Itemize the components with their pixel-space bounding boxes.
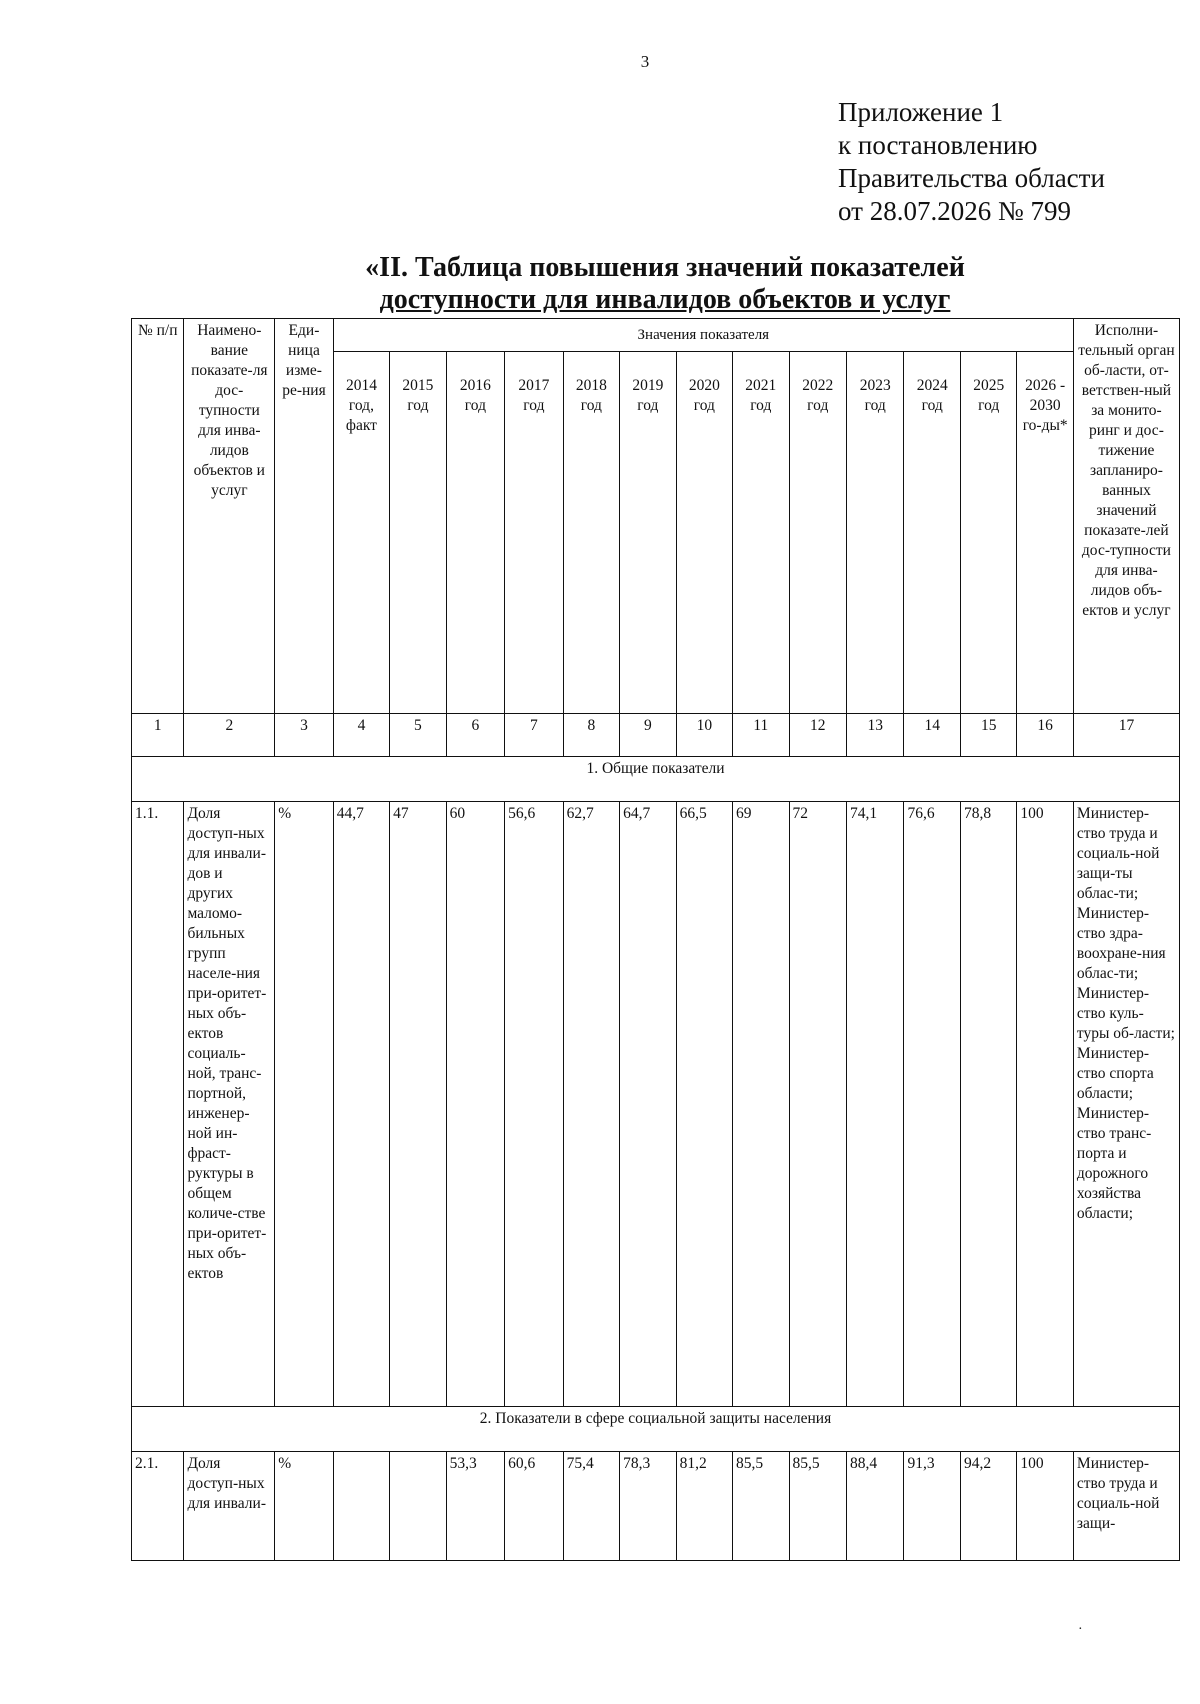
header-year: 2024 год	[904, 352, 960, 714]
header-year: 2019 год	[620, 352, 676, 714]
header-num: № п/п	[132, 319, 184, 714]
header-year: 2020 год	[676, 352, 732, 714]
row-name: Доля доступ-ных для инвали-дов и других маломо-бильных групп населе-ния при-оритет-ных объ-ектов социаль-ной, транс-портной, инженер-ной ин-фраст-руктуры в общем количе-стве при-оритет-ных объ-ектов	[184, 802, 275, 1407]
row-unit: %	[275, 802, 334, 1407]
section-row	[132, 757, 1180, 802]
row-value: 62,7	[563, 802, 619, 1407]
header-name: Наимено-вание показате-ля дос-тупности для инва-лидов объектов и услуг	[184, 319, 275, 714]
section-row	[132, 1407, 1180, 1452]
header-year: 2016 год	[446, 352, 505, 714]
appendix-line: Приложение 1	[838, 97, 1004, 127]
appendix-block	[838, 96, 1105, 228]
row-unit: %	[275, 1452, 334, 1561]
appendix-line: к постановлению	[838, 130, 1038, 160]
row-value: 60	[446, 802, 505, 1407]
column-number: 12	[789, 714, 846, 757]
column-number: 7	[505, 714, 564, 757]
header-year: 2015 год	[390, 352, 446, 714]
indicators-table	[131, 318, 1180, 1561]
row-value: 47	[390, 802, 446, 1407]
row-value: 85,5	[789, 1452, 846, 1561]
header-responsible: Исполни-тельный орган об-ласти, от-ветствен-ный за монито-ринг и дос-тижение запланиро-ванных значений показате-лей дос-тупности для инва-лидов объ-ектов и услуг	[1073, 319, 1179, 714]
row-value: 75,4	[563, 1452, 619, 1561]
header-year: 2023 год	[847, 352, 904, 714]
table-row	[132, 1452, 1180, 1561]
appendix-line: от 28.07.2026 № 799	[838, 196, 1071, 226]
row-value	[390, 1452, 446, 1561]
column-number: 15	[960, 714, 1016, 757]
title-line: «II. Таблица повышения значений показателей	[365, 252, 965, 283]
column-number: 4	[333, 714, 389, 757]
header-year: 2018 год	[563, 352, 619, 714]
column-number: 6	[446, 714, 505, 757]
header-year: 2025 год	[960, 352, 1016, 714]
header-values-group: Значения показателя	[333, 319, 1073, 352]
header-year: 2014 год, факт	[333, 352, 389, 714]
row-value: 60,6	[505, 1452, 564, 1561]
row-value: 44,7	[333, 802, 389, 1407]
row-value: 69	[733, 802, 789, 1407]
row-num: 2.1.	[132, 1452, 184, 1561]
appendix-line: Правительства области	[838, 163, 1105, 193]
table-title	[200, 252, 1130, 316]
column-number: 11	[733, 714, 789, 757]
row-value: 94,2	[960, 1452, 1016, 1561]
header-year: 2022 год	[789, 352, 846, 714]
row-value	[333, 1452, 389, 1561]
column-number: 9	[620, 714, 676, 757]
row-value: 85,5	[733, 1452, 789, 1561]
column-number: 14	[904, 714, 960, 757]
row-value: 88,4	[847, 1452, 904, 1561]
section-title: 2. Показатели в сфере социальной защиты населения	[132, 1407, 1180, 1452]
row-value: 78,8	[960, 802, 1016, 1407]
section-title: 1. Общие показатели	[132, 757, 1180, 802]
title-line: доступности для инвалидов объектов и услуг	[379, 284, 951, 315]
row-value: 78,3	[620, 1452, 676, 1561]
row-value: 100	[1017, 1452, 1073, 1561]
table-row	[132, 802, 1180, 1407]
row-value: 76,6	[904, 802, 960, 1407]
row-value: 72	[789, 802, 846, 1407]
column-number: 17	[1073, 714, 1179, 757]
column-number: 16	[1017, 714, 1073, 757]
column-number: 2	[184, 714, 275, 757]
row-responsible: Министер-ство труда и социаль-ной защи-ты облас-ти; Министер-ство здра-воохране-ния облас-ти; Министер-ство куль-туры об-ласти; Министер-ство спорта области; Министер-ство транс-порта и дорожного хозяйства области;	[1073, 802, 1179, 1407]
header-year: 2026 - 2030 го-ды*	[1017, 352, 1073, 714]
row-value: 91,3	[904, 1452, 960, 1561]
column-numbers-row	[132, 714, 1180, 757]
row-name: Доля доступ-ных для инвали-	[184, 1452, 275, 1561]
row-value: 66,5	[676, 802, 732, 1407]
column-number: 3	[275, 714, 334, 757]
column-number: 8	[563, 714, 619, 757]
row-value: 64,7	[620, 802, 676, 1407]
row-value: 56,6	[505, 802, 564, 1407]
header-unit: Еди-ница изме-ре-ния	[275, 319, 334, 714]
column-number: 1	[132, 714, 184, 757]
column-number: 10	[676, 714, 732, 757]
header-year: 2021 год	[733, 352, 789, 714]
row-value: 81,2	[676, 1452, 732, 1561]
row-value: 53,3	[446, 1452, 505, 1561]
scan-mark: ·	[1078, 1622, 1083, 1637]
column-number: 5	[390, 714, 446, 757]
row-num: 1.1.	[132, 802, 184, 1407]
row-responsible: Министер-ство труда и социаль-ной защи-	[1073, 1452, 1179, 1561]
row-value: 74,1	[847, 802, 904, 1407]
header-row	[132, 319, 1180, 352]
column-number: 13	[847, 714, 904, 757]
header-year: 2017 год	[505, 352, 564, 714]
page-number: 3	[640, 52, 650, 71]
row-value: 100	[1017, 802, 1073, 1407]
